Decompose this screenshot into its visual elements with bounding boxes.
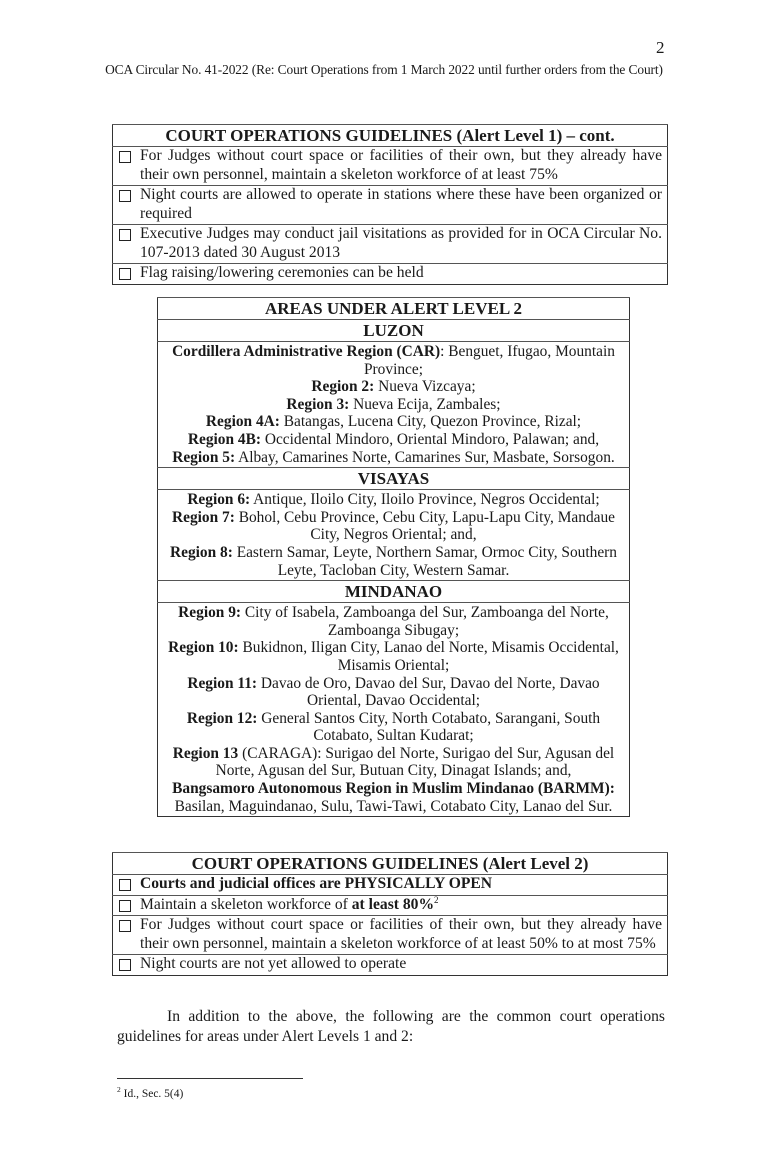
region-label: Region 5: xyxy=(172,448,236,466)
guideline-text: For Judges without court space or facilities of their own, but they already have their own personnel, maintain a skeleton workforce of at least 50% to at most 75% xyxy=(140,916,662,952)
region-entry xyxy=(162,413,625,431)
region-entry xyxy=(162,675,625,710)
region-label: Region 7: xyxy=(172,508,235,526)
table-row xyxy=(113,186,668,225)
region-label: Region 11: xyxy=(187,674,258,692)
guideline-text: Night courts are not yet allowed to operate xyxy=(140,955,407,972)
region-entry xyxy=(162,604,625,639)
checkbox-icon xyxy=(119,959,131,971)
region-label: Region 2: xyxy=(311,378,375,396)
region-areas: Basilan, Maguindanao, Sulu, Tawi-Tawi, Cotabato City, Lanao del Sur. xyxy=(174,797,613,815)
region-label: Region 12: xyxy=(186,709,258,727)
guideline-text: For Judges without court space or facilities of their own, but they already have their own personnel, maintain a skeleton workforce of at least 75% xyxy=(140,147,662,183)
running-header: OCA Circular No. 41-2022 (Re: Court Operations from 1 March 2022 until further orders from the Court) xyxy=(105,62,663,77)
table-row xyxy=(113,916,668,955)
checkbox-icon xyxy=(119,268,131,280)
region-entry xyxy=(162,343,625,378)
region-entry xyxy=(162,378,625,396)
region-entry xyxy=(162,745,625,780)
table-row xyxy=(113,264,668,285)
guideline-text: Flag raising/lowering ceremonies can be held xyxy=(140,264,424,281)
region-entry xyxy=(162,780,625,815)
table-row xyxy=(113,955,668,976)
table-title: AREAS UNDER ALERT LEVEL 2 xyxy=(158,298,630,320)
table-row xyxy=(113,225,668,264)
region-label: Cordillera Administrative Region (CAR) xyxy=(172,343,441,360)
region-entry xyxy=(162,710,625,745)
footnote-number: 2 xyxy=(117,1085,121,1095)
guideline-text xyxy=(140,896,662,915)
footnote-text: Id., Sec. 5(4) xyxy=(123,1088,184,1100)
region-label: Bangsamoro Autonomous Region in Muslim Mindanao (BARMM): xyxy=(172,780,615,798)
footnote-divider xyxy=(117,1078,303,1079)
region-areas: Nueva Vizcaya; xyxy=(378,378,476,396)
mindanao-regions xyxy=(158,603,630,817)
checkbox-icon xyxy=(119,920,131,932)
region-areas: Batangas, Lucena City, Quezon Province, Rizal; xyxy=(283,413,582,431)
page-number: 2 xyxy=(656,38,665,57)
alert-level-2-guidelines-table xyxy=(112,852,668,976)
table-title: COURT OPERATIONS GUIDELINES (Alert Level 1) – cont. xyxy=(113,125,668,147)
region-entry xyxy=(162,491,625,509)
body-paragraph: In addition to the above, the following are the common court operations guidelines for areas under Alert Levels 1 and 2: xyxy=(117,1008,665,1045)
checkbox-icon xyxy=(119,879,131,891)
region-areas: Davao de Oro, Davao del Sur, Davao del Norte, Davao Oriental, Davao Occidental; xyxy=(260,674,600,710)
region-label: Region 8: xyxy=(170,543,233,561)
footnote xyxy=(117,1085,184,1100)
table-row xyxy=(113,147,668,186)
region-areas: (CARAGA): Surigao del Norte, Surigao del Sur, Agusan del Norte, Agusan del Sur, Butuan City, Dinagat Islands; and, xyxy=(215,744,615,780)
region-entry xyxy=(162,544,625,579)
region-label: Region 13 xyxy=(172,744,239,762)
region-areas: Benguet, Ifugao, Mountain Province; xyxy=(364,343,615,378)
areas-alert-level-2-table xyxy=(157,297,630,817)
checkbox-icon xyxy=(119,190,131,202)
region-entry xyxy=(162,509,625,544)
region-label: Region 3: xyxy=(286,395,350,413)
visayas-regions xyxy=(158,490,630,581)
alert-level-1-guidelines-table xyxy=(112,124,668,285)
region-label: Region 4A: xyxy=(205,413,280,431)
checkbox-icon xyxy=(119,900,131,912)
region-areas: Nueva Ecija, Zambales; xyxy=(353,395,501,413)
region-areas: Occidental Mindoro, Oriental Mindoro, Palawan; and, xyxy=(264,430,600,448)
section-header-mindanao: MINDANAO xyxy=(158,581,630,603)
guideline-text-plain: Maintain a skeleton workforce of xyxy=(140,895,352,913)
table-row xyxy=(113,875,668,896)
region-areas: Albay, Camarines Norte, Camarines Sur, Masbate, Sorsogon. xyxy=(238,448,615,466)
region-label: Region 10: xyxy=(168,639,239,657)
region-areas: Antique, Iloilo City, Iloilo Province, Negros Occidental; xyxy=(253,491,600,509)
region-entry xyxy=(162,396,625,414)
region-areas: City of Isabela, Zamboanga del Sur, Zamboanga del Norte, Zamboanga Sibugay; xyxy=(244,604,609,639)
checkbox-icon xyxy=(119,151,131,163)
region-areas: Eastern Samar, Leyte, Northern Samar, Ormoc City, Southern Leyte, Tacloban City, Western Samar. xyxy=(236,543,617,579)
guideline-text: Night courts are allowed to operate in stations where these have been organized or required xyxy=(140,186,662,222)
region-entry xyxy=(162,449,625,467)
table-row xyxy=(113,895,668,916)
region-entry xyxy=(162,639,625,674)
region-label: Region 4B: xyxy=(187,430,261,448)
luzon-regions xyxy=(158,342,630,468)
guideline-text: Executive Judges may conduct jail visitations as provided for in OCA Circular No. 107-2013 dated 30 August 2013 xyxy=(140,225,662,261)
region-separator: : xyxy=(440,343,449,360)
region-areas: Bohol, Cebu Province, Cebu City, Lapu-Lapu City, Mandaue City, Negros Oriental; and, xyxy=(238,508,615,544)
region-areas: General Santos City, North Cotabato, Sarangani, South Cotabato, Sultan Kudarat; xyxy=(261,709,601,745)
table-title: COURT OPERATIONS GUIDELINES (Alert Level 2) xyxy=(113,853,668,875)
region-entry xyxy=(162,431,625,449)
region-areas: Bukidnon, Iligan City, Lanao del Norte, Misamis Occidental, Misamis Oriental; xyxy=(242,639,619,674)
footnote-reference[interactable]: 2 xyxy=(434,894,439,905)
region-label: Region 6: xyxy=(187,491,251,509)
guideline-text: Courts and judicial offices are PHYSICALLY OPEN xyxy=(140,875,493,892)
section-header-visayas: VISAYAS xyxy=(158,468,630,490)
checkbox-icon xyxy=(119,229,131,241)
guideline-text-bold: at least 80% xyxy=(351,895,435,913)
region-label: Region 9: xyxy=(178,604,242,622)
section-header-luzon: LUZON xyxy=(158,320,630,342)
